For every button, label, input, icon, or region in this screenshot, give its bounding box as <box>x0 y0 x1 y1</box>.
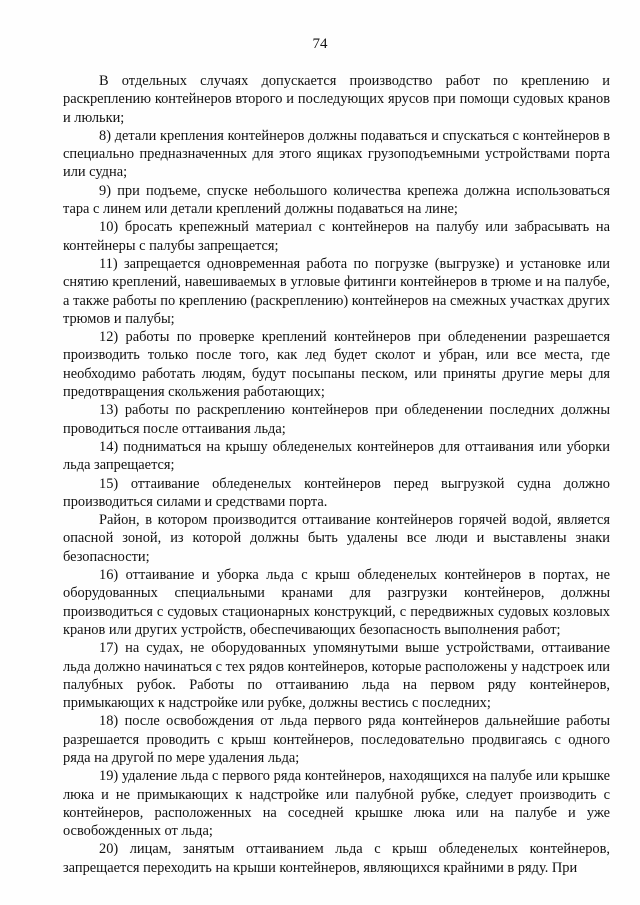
document-body <box>63 72 610 877</box>
paragraph-item-10: 10) бросать крепежный материал с контейнеров на палубу или забрасывать на контейнеры с палубы запрещается; <box>63 219 610 254</box>
paragraph-item-13: 13) работы по раскреплению контейнеров при обледенении последних должны проводиться после оттаивания льда; <box>63 402 610 437</box>
paragraph-item-12: 12) работы по проверке креплений контейнеров при обледенении разрешается производить только после того, как лед будет сколот и убран, или все места, где необходимо работать людям, будут посыпаны песком, или приняты другие меры для предотвращения скольжения работающих; <box>63 329 610 401</box>
paragraph-item-20: 20) лицам, занятым оттаиванием льда с крыш обледенелых контейнеров, запрещается переходить на крыши контейнеров, являющихся крайними в ряду. При <box>63 841 610 876</box>
paragraph-item-17: 17) на судах, не оборудованных упомянутыми выше устройствами, оттаивание льда должно начинаться с тех рядов контейнеров, которые расположены у надстроек или палубных рубок. Работы по оттаиванию льда на первом ряду контейнеров, примыкающих к надстройке или рубке, должны вестись с последних; <box>63 640 611 712</box>
paragraph-item-16: 16) оттаивание и уборка льда с крыш обледенелых контейнеров в портах, не оборудованных специальными кранами для разгрузки контейнеров, должны производиться с судовых стационарных конструкций, с передвижных судовых козловых кранов или других устройств, обеспечивающих безопасность выполнения работ; <box>63 567 610 638</box>
paragraph-intro: В отдельных случаях допускается производство работ по креплению и раскреплению контейнеров второго и последующих ярусов при помощи судовых кранов и люльки; <box>63 73 610 126</box>
paragraph-item-8: 8) детали крепления контейнеров должны подаваться и спускаться с контейнеров в специально предназначенных для этого ящиках грузоподъемными устройствами порта или судна; <box>63 127 610 181</box>
paragraph-item-15: 15) оттаивание обледенелых контейнеров перед выгрузкой судна должно производиться силами и средствами порта. <box>63 475 610 510</box>
paragraph-danger-zone: Район, в котором производится оттаивание контейнеров горячей водой, является опасной зоной, из которой должны быть удалены все люди и выставлены знаки безопасности; <box>63 512 610 565</box>
paragraph-item-9: 9) при подъеме, спуске небольшого количества крепежа должна использоваться тара с линем или детали креплений должны подаваться на лине; <box>63 182 610 218</box>
paragraph-item-18: 18) после освобождения от льда первого ряда контейнеров дальнейшие работы разрешается проводить с крыш контейнеров, последовательно продвигаясь с одного ряда на другой по мере удаления льда; <box>63 713 610 766</box>
paragraph-item-11: 11) запрещается одновременная работа по погрузке (выгрузке) и установке или снятию креплений, навешиваемых в угловые фитинги контейнеров в трюме и на палубе, а также работы по креплению (раскреплению) контейнеров на смежных участках других трюмов и палубы; <box>63 255 610 327</box>
page-number: 74 <box>312 36 328 52</box>
paragraph-item-14: 14) подниматься на крышу обледенелых контейнеров для оттаивания или уборки льда запрещается; <box>63 438 610 474</box>
paragraph-item-19: 19) удаление льда с первого ряда контейнеров, находящихся на палубе или крышке люка и не примыкающих к надстройке или палубной рубке, следует производить с контейнеров, расположенных на соседней крышке люка или на палубе и уже освобожденных от льда; <box>63 768 610 840</box>
